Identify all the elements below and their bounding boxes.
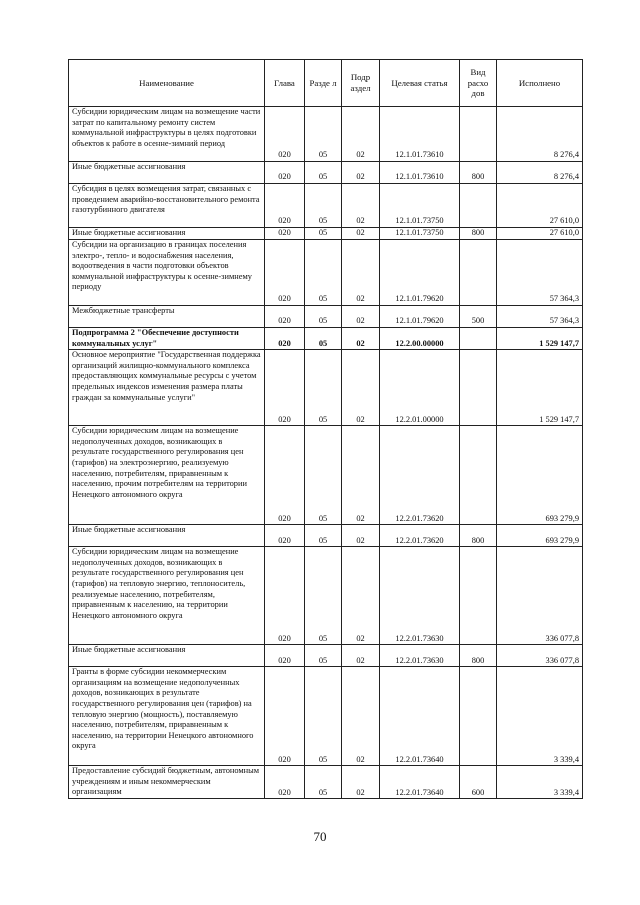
header-executed: Исполнено	[497, 60, 583, 107]
cell-subsection: 02	[342, 645, 380, 667]
cell-section: 05	[305, 228, 342, 240]
cell-executed: 693 279,9	[497, 525, 583, 547]
cell-expense-type: 800	[460, 162, 497, 184]
cell-section: 05	[305, 525, 342, 547]
cell-section: 05	[305, 766, 342, 799]
cell-executed: 336 077,8	[497, 547, 583, 645]
page-number: 70	[313, 829, 327, 844]
cell-subsection: 02	[342, 350, 380, 426]
cell-chapter: 020	[265, 766, 305, 799]
cell-chapter: 020	[265, 667, 305, 766]
cell-executed: 1 529 147,7	[497, 328, 583, 350]
cell-subsection: 02	[342, 306, 380, 328]
header-section: Разде л	[305, 60, 342, 107]
cell-expense-type: 800	[460, 525, 497, 547]
header-subsection: Подр аздел	[342, 60, 380, 107]
cell-chapter: 020	[265, 547, 305, 645]
cell-section: 05	[305, 240, 342, 306]
cell-name: Иные бюджетные ассигнования	[69, 645, 265, 667]
cell-executed: 57 364,3	[497, 240, 583, 306]
header-name: Наименование	[69, 60, 265, 107]
cell-chapter: 020	[265, 228, 305, 240]
header-chapter: Глава	[265, 60, 305, 107]
cell-expense-type: 500	[460, 306, 497, 328]
cell-section: 05	[305, 184, 342, 228]
table-body	[69, 107, 583, 799]
table-row	[69, 240, 583, 306]
cell-chapter: 020	[265, 107, 305, 162]
cell-subsection: 02	[342, 328, 380, 350]
cell-executed: 693 279,9	[497, 426, 583, 525]
cell-expense-type	[460, 107, 497, 162]
table-row	[69, 306, 583, 328]
table-row	[69, 766, 583, 799]
cell-section: 05	[305, 547, 342, 645]
cell-name: Иные бюджетные ассигнования	[69, 525, 265, 547]
cell-chapter: 020	[265, 645, 305, 667]
cell-executed: 27 610,0	[497, 184, 583, 228]
cell-name: Субсидия в целях возмещения затрат, связанных с проведением аварийно-восстановительного ремонта газотурбинного двигателя	[69, 184, 265, 228]
cell-target: 12.2.00.00000	[380, 328, 460, 350]
cell-section: 05	[305, 667, 342, 766]
table-header-row	[69, 60, 583, 107]
cell-target: 12.1.01.73610	[380, 107, 460, 162]
cell-section: 05	[305, 350, 342, 426]
table-row	[69, 350, 583, 426]
cell-expense-type	[460, 184, 497, 228]
cell-target: 12.2.01.73620	[380, 426, 460, 525]
cell-name: Иные бюджетные ассигнования	[69, 162, 265, 184]
table-row	[69, 525, 583, 547]
table-row	[69, 184, 583, 228]
header-expense-type: Вид расхо дов	[460, 60, 497, 107]
cell-subsection: 02	[342, 184, 380, 228]
cell-executed: 3 339,4	[497, 766, 583, 799]
cell-name: Субсидии юридическим лицам на возмещение недополученных доходов, возникающих в результате государственного регулирования цен (тарифов) на электроэнергию, реализуемую населению, потребителям, приравненным к населению, прочим потребителям на территории Ненецкого автономного округа	[69, 426, 265, 525]
cell-chapter: 020	[265, 328, 305, 350]
cell-target: 12.2.01.73640	[380, 766, 460, 799]
table-row	[69, 107, 583, 162]
cell-expense-type	[460, 426, 497, 525]
cell-executed: 1 529 147,7	[497, 350, 583, 426]
cell-name: Субсидии юридическим лицам на возмещение части затрат по капитальному ремонту систем коммунальной инфраструктуры в целях подготовки объектов к работе в осенне-зимний период	[69, 107, 265, 162]
cell-expense-type	[460, 547, 497, 645]
cell-chapter: 020	[265, 426, 305, 525]
cell-executed: 336 077,8	[497, 645, 583, 667]
cell-executed: 3 339,4	[497, 667, 583, 766]
table-row	[69, 645, 583, 667]
table-row	[69, 162, 583, 184]
cell-subsection: 02	[342, 240, 380, 306]
cell-subsection: 02	[342, 766, 380, 799]
cell-subsection: 02	[342, 525, 380, 547]
cell-subsection: 02	[342, 162, 380, 184]
cell-expense-type	[460, 328, 497, 350]
cell-target: 12.2.01.00000	[380, 350, 460, 426]
cell-expense-type: 800	[460, 645, 497, 667]
cell-section: 05	[305, 645, 342, 667]
cell-name: Межбюджетные трансферты	[69, 306, 265, 328]
cell-name: Иные бюджетные ассигнования	[69, 228, 265, 240]
table-row	[69, 667, 583, 766]
cell-subsection: 02	[342, 228, 380, 240]
cell-name: Подпрограмма 2 "Обеспечение доступности коммунальных услуг"	[69, 328, 265, 350]
cell-target: 12.1.01.73750	[380, 184, 460, 228]
cell-target: 12.2.01.73630	[380, 547, 460, 645]
cell-chapter: 020	[265, 240, 305, 306]
cell-name: Субсидии юридическим лицам на возмещение недополученных доходов, возникающих в результате государственного регулирования цен (тарифов) на тепловую энергию, теплоноситель, реализуемые населению, потребителям, приравненным к населению, на территории Ненецкого автономного округа	[69, 547, 265, 645]
cell-chapter: 020	[265, 184, 305, 228]
cell-subsection: 02	[342, 547, 380, 645]
cell-executed: 57 364,3	[497, 306, 583, 328]
table-row	[69, 228, 583, 240]
cell-expense-type	[460, 350, 497, 426]
cell-section: 05	[305, 328, 342, 350]
cell-subsection: 02	[342, 107, 380, 162]
cell-name: Гранты в форме субсидии некоммерческим организациям на возмещение недополученных доходов, возникающих в результате государственного регулирования цен (тарифов) на тепловую энергию (мощность), поставляемую населению, потребителям, приравненным к населению, на территории Ненецкого автономного округа	[69, 667, 265, 766]
table-row	[69, 426, 583, 525]
header-target: Целевая статья	[380, 60, 460, 107]
cell-target: 12.2.01.73640	[380, 667, 460, 766]
cell-target: 12.2.01.73630	[380, 645, 460, 667]
cell-name: Предоставление субсидий бюджетным, автономным учреждениям и иным некоммерческим организациям	[69, 766, 265, 799]
cell-section: 05	[305, 306, 342, 328]
cell-target: 12.1.01.73750	[380, 228, 460, 240]
cell-target: 12.1.01.79620	[380, 240, 460, 306]
cell-subsection: 02	[342, 426, 380, 525]
cell-chapter: 020	[265, 350, 305, 426]
table-row	[69, 547, 583, 645]
cell-target: 12.1.01.73610	[380, 162, 460, 184]
cell-name: Основное мероприятие "Государственная поддержка организаций жилищно-коммунального комплекса предоставляющих коммунальные ресурсы с учетом предельных индексов изменения размера платы граждан за коммунальные услуги"	[69, 350, 265, 426]
cell-executed: 8 276,4	[497, 162, 583, 184]
cell-chapter: 020	[265, 525, 305, 547]
cell-section: 05	[305, 107, 342, 162]
cell-expense-type	[460, 667, 497, 766]
cell-name: Субсидии на организацию в границах поселения электро-, тепло- и водоснабжения населения, водоотведения в части подготовки объектов коммунальной инфраструктуры к осенне-зимнему периоду	[69, 240, 265, 306]
cell-section: 05	[305, 162, 342, 184]
cell-subsection: 02	[342, 667, 380, 766]
cell-target: 12.2.01.73620	[380, 525, 460, 547]
cell-executed: 27 610,0	[497, 228, 583, 240]
cell-executed: 8 276,4	[497, 107, 583, 162]
budget-table	[68, 59, 583, 799]
cell-expense-type	[460, 240, 497, 306]
cell-section: 05	[305, 426, 342, 525]
cell-chapter: 020	[265, 162, 305, 184]
table-row	[69, 328, 583, 350]
cell-chapter: 020	[265, 306, 305, 328]
cell-expense-type: 600	[460, 766, 497, 799]
cell-target: 12.1.01.79620	[380, 306, 460, 328]
cell-expense-type: 800	[460, 228, 497, 240]
